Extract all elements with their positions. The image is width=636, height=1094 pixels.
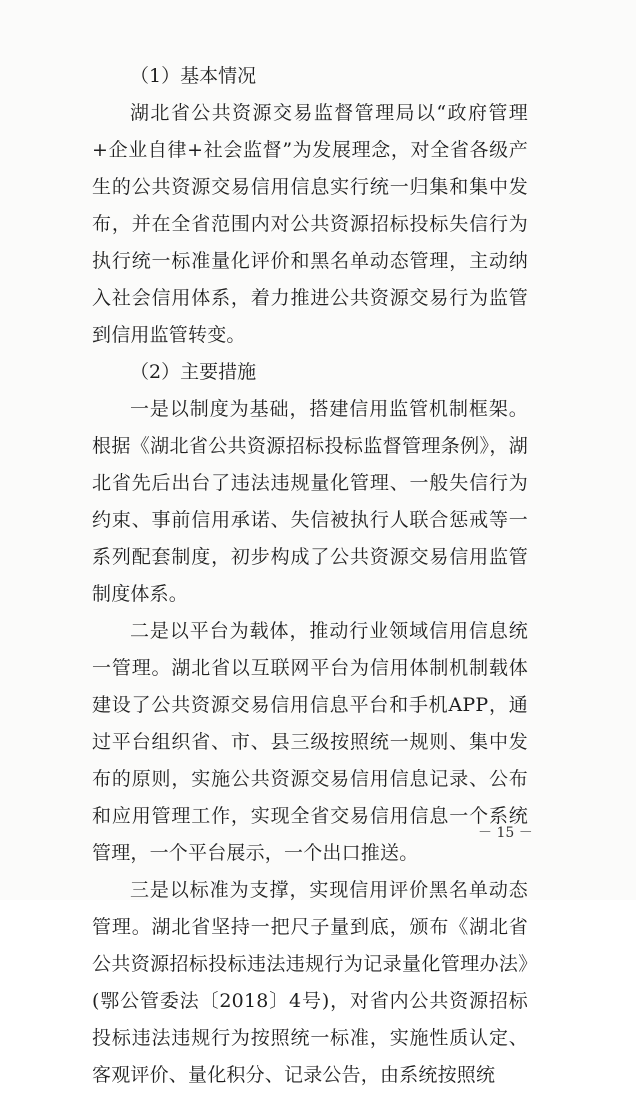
paragraph-measure-2: 二是以平台为载体，推动行业领域信用信息统一管理。湖北省以互联网平台为信用体制机制载体建设了公共资源交易信用信息平台和手机APP，通过平台组织省、市、县三级按照统一规则、集中发布的原则，实施公共资源交易信用信息记录、公布和应用管理工作，实现全省交易信用信息一个系统管理，一个平台展示，一个出口推送。	[92, 620, 528, 864]
paragraph-measure-3: 三是以标准为支撑，实现信用评价黑名单动态管理。湖北省坚持一把尺子量到底，颁布《湖北省公共资源招标投标违法违规行为记录量化管理办法》(鄂公管委法〔2018〕4号)，对省内公共资源招标投标违法违规行为按照统一标准，实施性质认定、客观评价、量化积分、记录公告，由系统按照统	[92, 879, 528, 1086]
page-number: － 15 －	[478, 825, 533, 841]
section-heading-main-measures: （2）主要措施	[130, 361, 257, 383]
paragraph-basic-situation: 湖北省公共资源交易监督管理局以“政府管理+企业自律+社会监督”为发展理念，对全省各级产生的公共资源交易信用信息实行统一归集和集中发布，并在全省范围内对公共资源招标投标失信行为执行统一标准量化评价和黑名单动态管理，主动纳入社会信用体系，着力推进公共资源交易行为监管到信用监管转变。	[92, 102, 528, 346]
document-body	[92, 58, 528, 1094]
section-heading-basic-situation: （1）基本情况	[130, 65, 257, 87]
paragraph-measure-1: 一是以制度为基础，搭建信用监管机制框架。根据《湖北省公共资源招标投标监督管理条例》，湖北省先后出台了违法违规量化管理、一般失信行为约束、事前信用承诺、失信被执行人联合惩戒等一系列配套制度，初步构成了公共资源交易信用监管制度体系。	[92, 398, 528, 605]
